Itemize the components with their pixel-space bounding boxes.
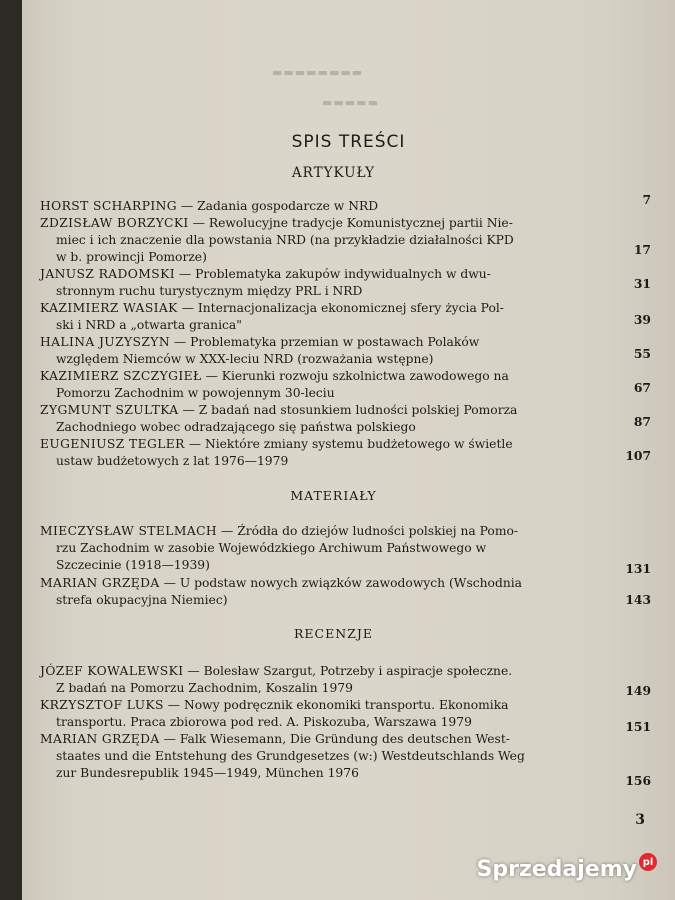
- entry-title-line: ski i NRD a „otwarta granica": [56, 318, 242, 332]
- section-heading-materialy: MATERIAŁY: [290, 488, 377, 503]
- toc-entry[interactable]: [40, 731, 630, 782]
- entry-page-number: 149: [625, 683, 651, 698]
- entry-title-line: — Problematyka przemian w postawach Polaków: [173, 335, 480, 349]
- entry-title-line: rzu Zachodnim w zasobie Wojewódzkiego Archiwum Państwowego w: [56, 541, 487, 555]
- entry-page-number: 151: [625, 719, 651, 734]
- entry-title-line: ustaw budżetowych z lat 1976—1979: [56, 454, 289, 468]
- entry-author: KRZYSZTOF LUKS: [40, 698, 164, 712]
- entry-title-line: Szczecinie (1918—1939): [56, 558, 210, 572]
- toc-entry[interactable]: [40, 402, 630, 436]
- entry-title-line: staates und die Entstehung des Grundgesetzes (w:) Westdeutschlands Weg: [56, 749, 525, 763]
- watermark-text: Sprzedajemy: [476, 857, 637, 882]
- entry-page-number: 39: [633, 312, 651, 327]
- entry-title-line: — Źródła do dziejów ludności polskiej na Pomo-: [220, 524, 519, 538]
- entry-title-line: — Z badań nad stosunkiem ludności polskiej Pomorza: [182, 403, 518, 417]
- entry-title-line: — Rewolucyjne tradycje Komunistycznej partii Nie-: [192, 216, 513, 230]
- entry-author: JANUSZ RADOMSKI: [40, 267, 175, 281]
- entry-author: HALINA JUZYSZYN: [40, 335, 170, 349]
- entry-author: ZDZISŁAW BORZYCKI: [40, 216, 189, 230]
- toc-entry[interactable]: [40, 697, 630, 731]
- page-number: 3: [635, 812, 645, 828]
- toc-entry[interactable]: [40, 334, 630, 368]
- toc-entry[interactable]: [40, 523, 630, 574]
- entry-author: MARIAN GRZĘDA: [40, 576, 160, 590]
- watermark-logo: [477, 857, 658, 882]
- entry-title-line: Pomorzu Zachodnim w powojennym 30-leciu: [56, 386, 335, 400]
- document-page: ▬▬▬▬▬▬▬▬ ▬▬▬▬▬ SPIS TREŚCI ARTYKUŁY HORST SCHARPING — Zadania gospodarcze w NRD 7 ZDZISŁAW BORZYCKI — Rewolucyjne tradycje Komunistycznej partii Nie- miec i ich znaczenie dla powstania NRD (na przykładzie działalności KPD w b. prowincji Pomorze) 17 JANUSZ RADOMSKI — Problematyka zakupów indywidualnych w dwu- stronnym ruchu turystycznym między PRL i NRD 31 KAZIMIERZ WASIAK — Internacjonalizacja ekonomicznej sfery życia Pol- ski i NRD a „otwarta granica" 39 HALINA JUZYSZYN — Problematyka przemian w postawach Polaków względem Niemców w XXX-leciu NRD (rozważania wstępne) 55 KAZIMIERZ SZCZYGIEŁ — Kierunki rozwoju szkolnictwa zawodowego na Pomorzu Zachodnim w powojennym 30-leciu 67 ZYGMUNT SZULTKA — Z badań nad stosunkiem ludności polskiej Pomorza Zachodniego wobec odradzającego się państwa polskiego 87 EUGENIUSZ TEGLER — Niektóre zmiany systemu budżetowego w świetle ustaw budżetowych z lat 1976—1979 107 MATERIAŁY MIECZYSŁAW STELMACH — Źródła do dziejów ludności polskiej na Pomo- rzu Zachodnim w zasobie Wojewódzkiego Archiwum Państwowego w Szczecinie (1918—1939) 131 MARIAN GRZĘDA — U podstaw nowych związków zawodowych (Wschodnia strefa okupacyjna Niemiec) 143 RECENZJE JÓZEF KOWALEWSKI — Bolesław Szargut, Potrzeby i aspiracje społeczne. Z badań na Pomorzu Zachodnim, Koszalin 1979 149 KRZYSZTOF LUKS — Nowy podręcznik ekonomiki transportu. Ekonomika transportu. Praca zbiorowa pod red. A. Piskozuba, Warszawa 1979 151 MARIAN GRZĘDA — Falk Wiesemann, Die Gründung des deutschen West- staates und die Entstehung des Grundgesetzes (w:) Westdeutschlands Weg zur Bundesrepublik 1945—1949, München 1976 156 3 Sprzedajemy pl: [22, 0, 675, 900]
- toc-entry[interactable]: [40, 215, 630, 266]
- entry-page-number: 67: [633, 380, 651, 395]
- entry-author: KAZIMIERZ WASIAK: [40, 301, 178, 315]
- entry-page-number: 31: [633, 276, 651, 291]
- toc-entry[interactable]: [40, 198, 630, 215]
- entry-title-line: — U podstaw nowych związków zawodowych (Wschodnia: [163, 576, 523, 590]
- entry-author: MARIAN GRZĘDA: [40, 732, 160, 746]
- entry-title-line: — Nowy podręcznik ekonomiki transportu. Ekonomika: [167, 698, 509, 712]
- toc-entry[interactable]: [40, 266, 630, 300]
- entry-title-line: — Kierunki rozwoju szkolnictwa zawodowego na: [205, 369, 509, 383]
- entry-page-number: 131: [625, 561, 651, 576]
- toc-entry[interactable]: [40, 663, 630, 697]
- toc-entry[interactable]: [40, 575, 630, 609]
- toc-entry[interactable]: [40, 368, 630, 402]
- entry-title-line: strefa okupacyjna Niemiec): [56, 593, 228, 607]
- entry-title-line: — Zadania gospodarcze w NRD: [180, 199, 379, 213]
- entry-author: ZYGMUNT SZULTKA: [40, 403, 179, 417]
- section-heading-artykuly: ARTYKUŁY: [291, 165, 376, 181]
- watermark-badge: pl: [639, 853, 657, 871]
- entry-title-line: stronnym ruchu turystycznym między PRL i NRD: [56, 284, 363, 298]
- entry-title-line: — Problematyka zakupów indywidualnych w dwu-: [178, 267, 491, 281]
- entry-author: KAZIMIERZ SZCZYGIEŁ: [40, 369, 202, 383]
- toc-entry[interactable]: [40, 300, 630, 334]
- entry-author: MIECZYSŁAW STELMACH: [40, 524, 218, 538]
- entry-page-number: 17: [633, 242, 651, 257]
- entry-page-number: 7: [642, 192, 651, 207]
- entry-title-line: — Falk Wiesemann, Die Gründung des deutschen West-: [163, 732, 510, 746]
- entry-title-line: względem Niemców w XXX-leciu NRD (rozważania wstępne): [56, 352, 434, 366]
- entry-author: EUGENIUSZ TEGLER: [40, 437, 185, 451]
- entry-title-line: — Internacjonalizacja ekonomicznej sfery życia Pol-: [181, 301, 504, 315]
- entry-title-line: — Niektóre zmiany systemu budżetowego w świetle: [188, 437, 513, 451]
- entry-title-line: transportu. Praca zbiorowa pod red. A. Piskozuba, Warszawa 1979: [56, 715, 472, 729]
- entry-title-line: miec i ich znaczenie dla powstania NRD (na przykładzie działalności KPD: [56, 233, 514, 247]
- section-heading-recenzje: RECENZJE: [294, 626, 373, 641]
- entry-title-line: — Bolesław Szargut, Potrzeby i aspiracje społeczne.: [187, 664, 513, 678]
- entry-page-number: 107: [625, 448, 651, 463]
- toc-entry[interactable]: [40, 436, 630, 470]
- entry-page-number: 156: [625, 773, 651, 788]
- entry-author: JÓZEF KOWALEWSKI: [40, 664, 184, 678]
- entry-title-line: Z badań na Pomorzu Zachodnim, Koszalin 1979: [56, 681, 353, 695]
- page-title: SPIS TREŚCI: [291, 132, 406, 152]
- entry-title-line: zur Bundesrepublik 1945—1949, München 1976: [56, 766, 359, 780]
- entry-page-number: 143: [625, 592, 651, 607]
- entry-author: HORST SCHARPING: [40, 199, 178, 213]
- entry-page-number: 87: [633, 414, 651, 429]
- entry-title-line: w b. prowincji Pomorze): [56, 250, 207, 264]
- entry-title-line: Zachodniego wobec odradzającego się państwa polskiego: [56, 420, 416, 434]
- entry-page-number: 55: [633, 346, 651, 361]
